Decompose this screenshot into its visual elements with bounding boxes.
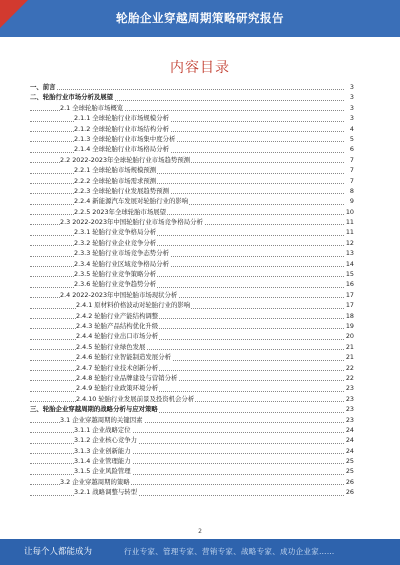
toc-entry-label: 3.1 企业穿越周期的关键因素: [60, 415, 143, 424]
toc-entry-label: 3.1.3 企业创新能力: [74, 446, 131, 455]
page-number: 2: [198, 528, 202, 535]
toc-entry[interactable]: [30, 248, 354, 258]
toc-entry-label: 3.1.4 企业管理能力: [74, 457, 131, 466]
toc-entry-label: 2.1.3 全球轮胎行业市场集中度分析: [74, 134, 176, 143]
toc-entry[interactable]: [30, 124, 354, 134]
toc-entry-label: 一、前言: [30, 83, 56, 91]
toc-entry-label: 2.4.10 轮胎行业发展前景及投资机会分析: [76, 394, 195, 403]
toc-entry[interactable]: [30, 487, 354, 497]
toc-entry-label: 2.3 2022-2023年中国轮胎行业市场竞争格局分析: [60, 218, 203, 227]
toc-entry[interactable]: [30, 363, 354, 373]
toc-entry[interactable]: [30, 383, 354, 393]
toc-entry-label: 3.1.2 企业核心竞争力: [74, 436, 138, 445]
table-of-contents: [30, 82, 354, 498]
toc-entry-label: 3.1.1 企业战略定位: [74, 425, 131, 434]
toc-entry-page: 17: [345, 301, 354, 310]
toc-entry[interactable]: [30, 321, 354, 331]
toc-entry[interactable]: [30, 404, 354, 414]
toc-heading: 内容目录: [170, 60, 230, 76]
toc-entry[interactable]: [30, 269, 354, 279]
toc-entry-page: 24: [345, 446, 354, 455]
toc-entry[interactable]: [30, 373, 354, 383]
toc-entry-page: 5: [349, 134, 354, 143]
toc-entry-page: 9: [349, 197, 354, 206]
toc-entry[interactable]: [30, 456, 354, 466]
toc-entry-page: 7: [349, 166, 354, 175]
toc-entry-label: 2.2 2022-2023年全球轮胎行业市场趋势预测: [60, 155, 191, 164]
toc-entry-page: 16: [345, 280, 354, 289]
toc-entry-label: 2.3.2 轮胎行业企业竞争分析: [74, 238, 157, 247]
toc-entry-label: 2.4.2 轮胎行业产能结构调整: [76, 311, 159, 320]
toc-entry-page: 3: [349, 83, 354, 91]
toc-entry[interactable]: [30, 466, 354, 476]
toc-entry-page: 12: [345, 238, 354, 247]
toc-entry-label: 2.4.8 轮胎行业品牌建设与营销分析: [76, 373, 178, 382]
toc-entry-page: 21: [345, 342, 354, 351]
toc-entry[interactable]: [30, 82, 354, 92]
toc-entry-page: 4: [349, 124, 354, 133]
toc-entry[interactable]: [30, 227, 354, 237]
toc-entry-label: 2.4.5 轮胎行业绿色发展: [76, 342, 146, 351]
toc-entry[interactable]: [30, 134, 354, 144]
toc-entry-label: 2.1.1 全球轮胎行业市场规模分析: [74, 114, 169, 123]
toc-entry-page: 23: [345, 394, 354, 403]
toc-entry[interactable]: [30, 300, 354, 310]
toc-entry-page: 10: [345, 207, 354, 216]
toc-entry[interactable]: [30, 92, 354, 102]
toc-entry-label: 2.1 全球轮胎市场概览: [60, 103, 124, 112]
toc-entry-page: 3: [349, 93, 354, 102]
toc-entry-page: 18: [345, 311, 354, 320]
toc-entry[interactable]: [30, 155, 354, 165]
toc-entry[interactable]: [30, 103, 354, 113]
toc-entry-page: 13: [345, 249, 354, 258]
toc-entry-label: 二、轮胎行业市场分析及展望: [30, 93, 114, 102]
toc-entry[interactable]: [30, 352, 354, 362]
toc-entry-page: 20: [345, 332, 354, 341]
toc-entry-label: 3.1.5 企业风险管理: [74, 467, 131, 476]
toc-entry[interactable]: [30, 425, 354, 435]
toc-entry-label: 三、轮胎企业穿越周期的战略分析与应对策略: [30, 405, 158, 414]
toc-entry[interactable]: [30, 196, 354, 206]
toc-entry-page: 22: [345, 363, 354, 372]
toc-entry-page: 17: [345, 290, 354, 299]
footer-banner: [0, 539, 400, 565]
toc-entry[interactable]: [30, 331, 354, 341]
toc-entry-page: 21: [345, 353, 354, 362]
toc-entry-label: 2.4.7 轮胎行业技术创新分析: [76, 363, 159, 372]
toc-entry[interactable]: [30, 113, 354, 123]
toc-entry-page: 23: [345, 384, 354, 393]
toc-entry-page: 7: [349, 176, 354, 185]
toc-entry-label: 2.2.5 2023年全球轮胎市场展望: [74, 207, 167, 216]
toc-entry-label: 2.4.9 轮胎行业政策环境分析: [76, 384, 159, 393]
toc-entry-label: 2.3.6 轮胎行业竞争趋势分析: [74, 280, 157, 289]
toc-entry[interactable]: [30, 290, 354, 300]
footer-tagline: 让每个人都能成为: [24, 547, 93, 557]
toc-entry-page: 23: [345, 405, 354, 414]
toc-entry[interactable]: [30, 238, 354, 248]
toc-entry-label: 2.4.6 轮胎行业智能制造发展分析: [76, 353, 171, 362]
toc-entry-page: 26: [345, 488, 354, 497]
toc-entry-label: 2.3.4 轮胎行业区域竞争格局分析: [74, 259, 169, 268]
toc-entry-page: 14: [345, 259, 354, 268]
toc-entry-label: 2.4 2022-2023年中国轮胎市场现状分析: [60, 290, 178, 299]
toc-entry-label: 2.4.1 原材料价格波动对轮胎行业的影响: [76, 301, 191, 310]
toc-entry[interactable]: [30, 435, 354, 445]
toc-entry-page: 26: [345, 477, 354, 486]
toc-entry-label: 2.3.5 轮胎行业竞争策略分析: [74, 270, 157, 279]
toc-entry[interactable]: [30, 259, 354, 269]
footer-slogan: 行业专家、管理专家、营销专家、战略专家、成功企业家……: [124, 547, 335, 556]
toc-entry-label: 2.2.3 全球轮胎行业发展趋势预测: [74, 186, 169, 195]
toc-entry[interactable]: [30, 279, 354, 289]
toc-entry-page: 6: [349, 145, 354, 154]
toc-entry-page: 7: [349, 155, 354, 164]
toc-entry[interactable]: [30, 217, 354, 227]
toc-entry-page: 3: [349, 114, 354, 123]
toc-entry-page: 25: [345, 467, 354, 476]
toc-entry[interactable]: [30, 207, 354, 217]
toc-leader-dots: [30, 89, 344, 90]
toc-entry-label: 2.1.4 全球轮胎行业市场格局分析: [74, 145, 169, 154]
toc-entry-page: 3: [349, 103, 354, 112]
toc-entry[interactable]: [30, 176, 354, 186]
toc-entry-label: 2.2.4 新能源汽车发展对轮胎行业的影响: [74, 197, 189, 206]
toc-entry-label: 2.4.4 轮胎行业出口市场分析: [76, 332, 159, 341]
toc-entry-label: 3.2 企业穿越周期的策略: [60, 477, 130, 486]
toc-entry-label: 2.1.2 全球轮胎行业市场结构分析: [74, 124, 169, 133]
toc-entry-page: 22: [345, 373, 354, 382]
toc-entry[interactable]: [30, 477, 354, 487]
toc-entry-label: 2.4.3 轮胎产品结构优化升级: [76, 321, 159, 330]
toc-entry[interactable]: [30, 165, 354, 175]
report-title: 轮胎企业穿越周期策略研究报告: [116, 11, 284, 25]
toc-entry[interactable]: [30, 311, 354, 321]
toc-entry-page: 11: [345, 218, 354, 227]
toc-entry-page: 8: [349, 186, 354, 195]
toc-entry-page: 25: [345, 457, 354, 466]
toc-entry-page: 11: [345, 228, 354, 237]
toc-entry[interactable]: [30, 342, 354, 352]
toc-entry-label: 3.2.1 战略调整与转型: [74, 488, 138, 497]
toc-entry-label: 2.2.2 全球轮胎市场需求预测: [74, 176, 157, 185]
toc-entry-page: 23: [345, 415, 354, 424]
toc-entry[interactable]: [30, 186, 354, 196]
toc-entry-page: 19: [345, 321, 354, 330]
toc-entry[interactable]: [30, 446, 354, 456]
toc-entry-page: 15: [345, 270, 354, 279]
toc-entry-label: 2.2.1 全球轮胎市场规模预测: [74, 166, 157, 175]
toc-entry[interactable]: [30, 394, 354, 404]
toc-entry-page: 24: [345, 425, 354, 434]
toc-entry[interactable]: [30, 144, 354, 154]
toc-entry-label: 2.3.3 轮胎行业市场竞争态势分析: [74, 249, 169, 258]
toc-entry-label: 2.3.1 轮胎行业竞争格局分析: [74, 228, 157, 237]
toc-entry[interactable]: [30, 415, 354, 425]
toc-entry-page: 24: [345, 436, 354, 445]
